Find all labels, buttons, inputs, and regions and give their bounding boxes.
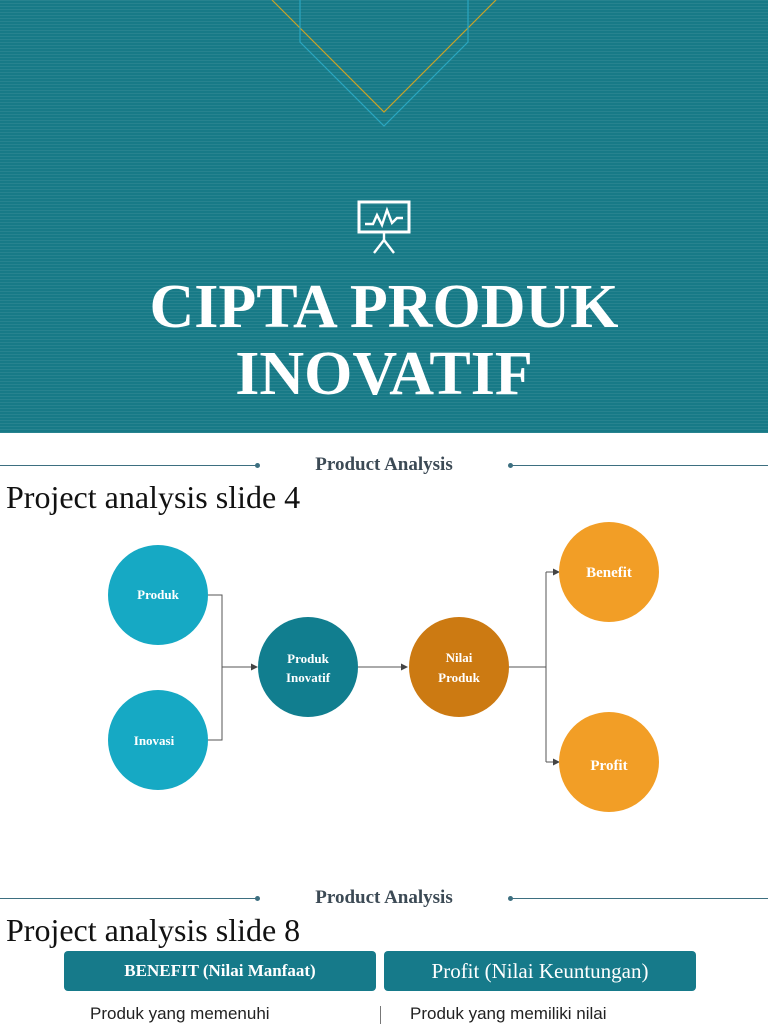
cover-title-line-1: CIPTA PRODUK <box>149 273 619 341</box>
node-produk-inovatif-label-1: Produk <box>287 651 329 666</box>
node-produk-inovatif-label-2: Inovatif <box>285 670 331 685</box>
node-inovasi-label: Inovasi <box>133 733 175 748</box>
node-nilai-produk <box>409 617 509 717</box>
profit-body-text: Produk yang memiliki nilai <box>410 1004 607 1023</box>
profit-heading-box: Profit (Nilai Keuntungan) <box>384 951 696 991</box>
cover-title-line-2: INOVATIF <box>235 340 533 408</box>
node-produk-label: Produk <box>137 587 179 602</box>
slide4-section-header <box>0 454 768 476</box>
benefit-body-text: Produk yang memenuhi <box>90 1004 270 1023</box>
slide4-header-label: Product Analysis <box>315 454 453 475</box>
cyan-diamond-outline <box>300 0 468 126</box>
node-profit <box>559 712 659 812</box>
node-produk-inovatif <box>258 617 358 717</box>
slide8-section-header <box>0 887 768 909</box>
node-nilai-produk-label-2: Produk <box>438 670 480 685</box>
benefit-heading-box: BENEFIT (Nilai Manfaat) <box>64 951 376 991</box>
node-nilai-produk-label-1: Nilai <box>445 650 473 665</box>
slide4-title: Project analysis slide 4 <box>6 479 301 515</box>
header-rule-right <box>511 465 768 466</box>
header-rule-right <box>511 898 768 899</box>
presentation-board-icon <box>355 198 413 256</box>
gold-diamond-outline <box>272 0 496 112</box>
product-flow-diagram <box>0 515 768 825</box>
node-benefit-label: Benefit <box>586 565 632 581</box>
node-profit-label: Profit <box>590 758 628 774</box>
node-inovasi <box>108 690 208 790</box>
cover-banner <box>0 0 768 433</box>
node-produk <box>108 545 208 645</box>
slide8-header-label: Product Analysis <box>315 887 453 908</box>
node-benefit <box>559 522 659 622</box>
slide8-title: Project analysis slide 8 <box>6 912 301 948</box>
column-divider <box>380 1006 381 1024</box>
